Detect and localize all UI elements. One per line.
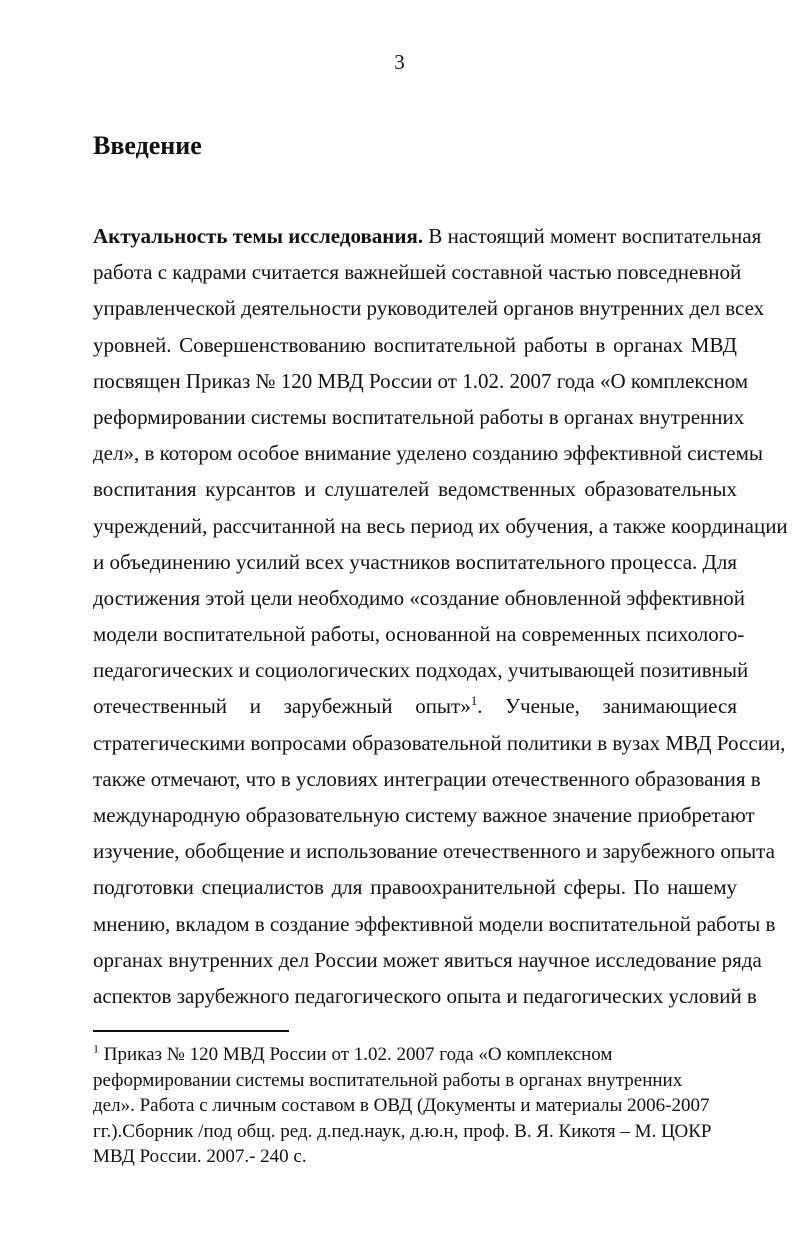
body-line-1-text: В настоящий момент воспитательная [423, 224, 762, 248]
body-line-7: дел», в котором особое внимание уделено созданию эффективной системы [93, 441, 764, 466]
footnote-marker: 1 [93, 1041, 99, 1056]
body-line-5: посвящен Приказ № 120 МВД России от 1.02. 2007 года «О комплексном [93, 368, 749, 393]
footnote-line-4: гг.).Сборник /под общ. ред. д.пед.наук, д.ю.н, проф. В. Я. Кикотя – М. ЦОКР [93, 1120, 712, 1142]
body-line-11: достижения этой цели необходимо «создание обновленной эффективной [93, 585, 745, 610]
body-line-14-text: отечественный и зарубежный опыт» [93, 694, 471, 719]
body-line-13: педагогических и социологических подходах, учитывающей позитивный [93, 658, 749, 683]
body-line-1 [93, 218, 762, 254]
footnote-line-5: МВД России. 2007.- 240 с. [93, 1146, 307, 1167]
footnote-line-3: дел». Работа с личным составом в ОВД (Документы и материалы 2006-2007 [93, 1095, 710, 1116]
body-line-10: и объединению усилий всех участников воспитательного процесса. Для [93, 549, 737, 574]
body-line-3: управленческой деятельности руководителей органов внутренних дел всех [93, 296, 765, 321]
body-line-15: стратегическими вопросами образовательной политики в вузах МВД России, [93, 730, 786, 755]
body-line-20: мнению, вкладом в создание эффективной модели воспитательной работы в [93, 911, 776, 936]
footnote-reference[interactable]: 1 [470, 693, 478, 709]
body-line-18: изучение, обобщение и использование отечественного и зарубежного опыта [93, 839, 775, 864]
footnote-line-1 [93, 1042, 733, 1068]
section-lead: Актуальность темы исследования. [93, 224, 424, 248]
body-line-17: международную образовательную систему важное значение приобретают [93, 803, 755, 827]
footnote-line-2: реформировании системы воспитательной работы в органах внутренних [93, 1069, 683, 1091]
body-text [93, 218, 788, 1014]
body-line-8: воспитания курсантов и слушателей ведомственных образовательных [93, 477, 737, 502]
body-line-22: аспектов зарубежного педагогического опыта и педагогических условий в [93, 983, 757, 1008]
body-line-9: учреждений, рассчитанной на весь период их обучения, а также координации [93, 513, 788, 538]
body-line-14 [93, 688, 737, 724]
body-line-19: подготовки специалистов для правоохранительной сферы. По нашему [93, 875, 737, 900]
page-title: Введение [93, 131, 202, 160]
body-line-16: также отмечают, что в условиях интеграции отечественного образования в [93, 766, 761, 791]
footnote-divider [93, 1030, 289, 1032]
footnote-line-1-text: Приказ № 120 МВД России от 1.02. 2007 года «О комплексном [99, 1044, 613, 1065]
body-line-6: реформировании системы воспитательной работы в органах внутренних [93, 404, 745, 429]
footnote [93, 1042, 733, 1170]
body-line-21: органах внутренних дел России может явиться научное исследование ряда [93, 947, 762, 972]
page-number: 3 [394, 50, 405, 74]
body-line-12: модели воспитательной работы, основанной на современных психолого- [93, 622, 745, 647]
body-line-14-rest: . Ученые, занимающиеся [477, 694, 737, 719]
body-line-2: работа с кадрами считается важнейшей составной частью повседневной [93, 260, 742, 285]
body-line-4: уровней. Совершенствованию воспитательной работы в органах МВД [93, 332, 737, 357]
